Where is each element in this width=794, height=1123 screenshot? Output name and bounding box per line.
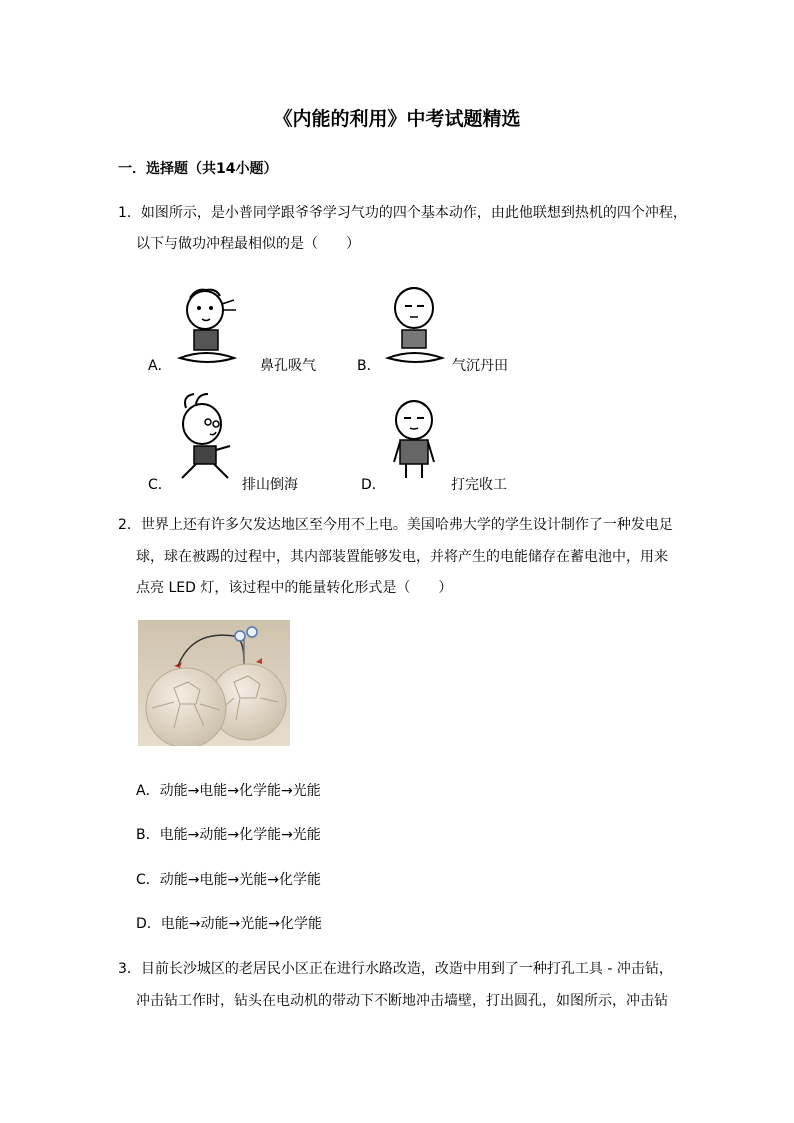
question-1-text-line-2: 以下与做功冲程最相似的是（ ） (136, 236, 360, 252)
question-2-text-line-1: 2．世界上还有许多欠发达地区至今用不上电。美国哈弗大学的学生设计制作了一种发电足 (118, 517, 673, 533)
question-3-text-line-2: 冲击钻工作时，钻头在电动机的带动下不断地冲击墙壁，打出圆孔，如图所示，冲击钻 (136, 993, 668, 1009)
question-1-text-line-1: 1．如图所示，是小普同学跟爷爷学习气功的四个基本动作，由此他联想到热机的四个冲程， (118, 205, 687, 221)
option-1-c-letter[interactable]: C． (148, 477, 172, 493)
question-2-text-line-3: 点亮 LED 灯，该过程中的能量转化形式是（ ） (136, 580, 453, 596)
option-2-c[interactable]: C．动能→电能→光能→化学能 (136, 872, 321, 888)
option-1-a-letter[interactable]: A． (148, 358, 172, 374)
figure-push-mountain (174, 392, 236, 484)
figure-sink-qi (384, 284, 446, 366)
option-1-a-label: 鼻孔吸气 (260, 358, 316, 374)
question-2-text-line-2: 球，球在被踢的过程中，其内部装置能够发电，并将产生的电能储存在蓄电池中，用来 (136, 549, 668, 565)
option-1-b-letter[interactable]: B． (357, 358, 381, 374)
option-1-b-label: 气沉丹田 (452, 358, 508, 374)
section-heading: 一．选择题（共14小题） (118, 161, 278, 177)
figure-finish-exercise (388, 398, 440, 484)
question-3-text-line-1: 3．目前长沙城区的老居民小区正在进行水路改造，改造中用到了一种打孔工具 - 冲击钻， (118, 961, 673, 977)
figure-power-soccer-balls (138, 620, 290, 746)
option-1-d-label: 打完收工 (451, 477, 507, 493)
option-1-c-label: 排山倒海 (242, 477, 298, 493)
option-2-a[interactable]: A．动能→电能→化学能→光能 (136, 783, 321, 799)
option-1-d-letter[interactable]: D． (361, 477, 386, 493)
figure-nostril-inhale (172, 286, 244, 366)
option-2-b[interactable]: B．电能→动能→化学能→光能 (136, 827, 321, 843)
option-2-d[interactable]: D．电能→动能→光能→化学能 (136, 916, 322, 932)
page-title: 《内能的利用》中考试题精选 (273, 108, 521, 130)
